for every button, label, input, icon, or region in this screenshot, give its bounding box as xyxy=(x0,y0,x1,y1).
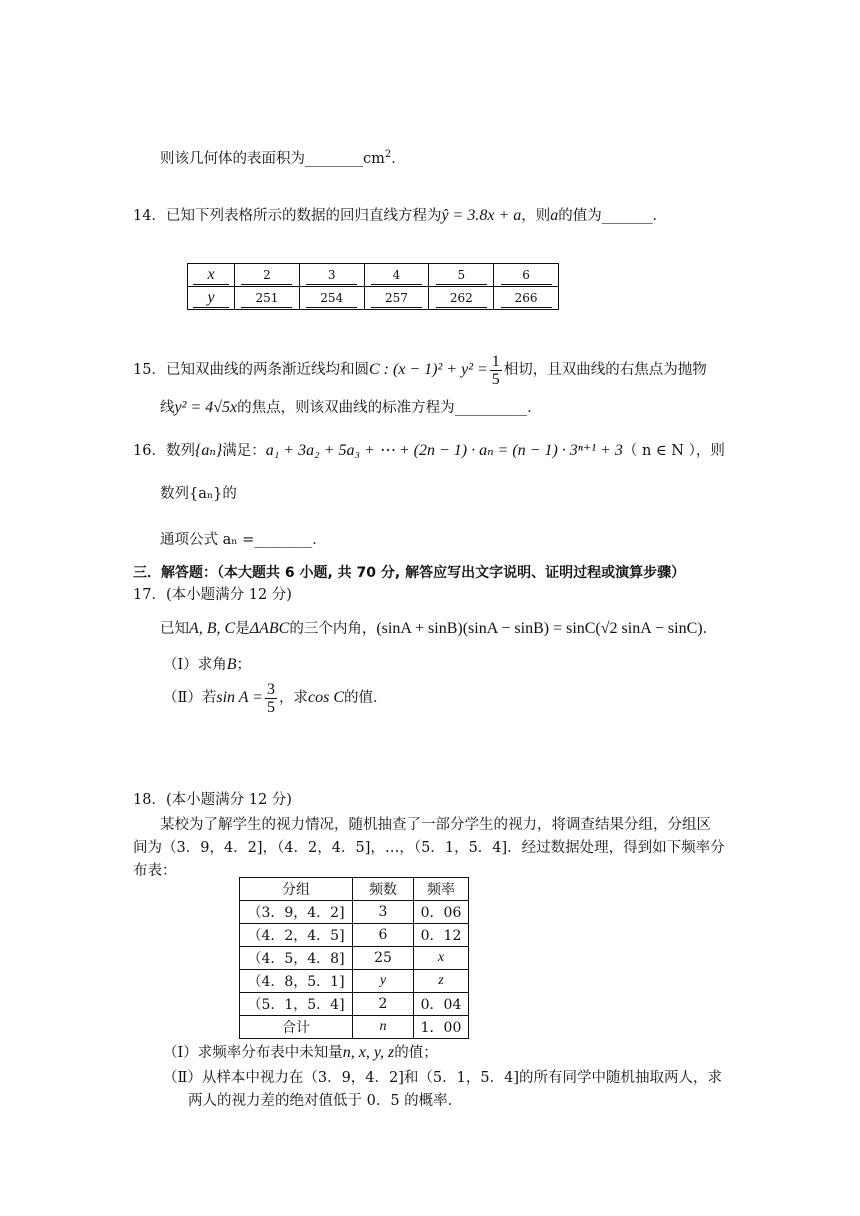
table-row xyxy=(240,924,469,947)
q18-cell: z xyxy=(414,970,469,993)
q14-y-cell: 251 xyxy=(235,287,300,310)
q18-cell: x xyxy=(414,947,469,970)
q16-seq: {aₙ} xyxy=(194,442,223,459)
q17-fraction: $\frac{3}{5}$ xyxy=(267,680,276,716)
q18-part2-line2: 两人的视力差的绝对值低于 0．5 的概率． xyxy=(188,1093,463,1109)
q15-stem xyxy=(133,352,707,388)
q13-tail xyxy=(160,145,406,169)
q17-vars: A, B, C xyxy=(189,620,236,637)
q17-part2 xyxy=(163,680,388,716)
q18-cell: 0．12 xyxy=(414,924,469,947)
q16-number: 16． xyxy=(133,443,166,459)
q14-x-cell: 4 xyxy=(364,264,429,287)
q15-circle: C : (x − 1)² + y² = xyxy=(368,361,488,378)
q15-text-b: 相切，且双曲线的右焦点为抛物 xyxy=(503,362,707,378)
q14-row-y-label: y xyxy=(188,287,235,310)
q17-part1-var: B xyxy=(226,656,237,673)
q18-cell: 3 xyxy=(353,901,414,924)
q16-text-a: 数列 xyxy=(165,443,195,459)
q14-text-c: 的值为_______． xyxy=(558,208,667,224)
table-row xyxy=(240,993,469,1016)
q14-y-cell: 266 xyxy=(494,287,559,310)
q16-text-b: 满足： xyxy=(222,443,266,459)
q13-sup: 2 xyxy=(384,149,392,160)
q16-line2: 数列{aₙ}的 xyxy=(160,486,237,502)
q15-line2-b: 的焦点，则该双曲线的标准方程为__________． xyxy=(237,400,542,416)
q14-number: 14． xyxy=(133,208,166,224)
q16-cond: （ n ∈ N ），则 xyxy=(622,443,725,459)
q17-part2-expr2: cos C xyxy=(308,689,345,706)
q17-part1-end: ； xyxy=(236,657,252,673)
q18-cell: （4．8，5．1] xyxy=(240,970,353,993)
q18-col-group: 分组 xyxy=(240,878,353,901)
table-row xyxy=(240,947,469,970)
q18-cell: （4．5，4．8] xyxy=(240,947,353,970)
q17-stem-b: 是 xyxy=(235,621,250,637)
q14-row-x xyxy=(188,264,559,287)
table-row xyxy=(240,901,469,924)
q18-cell: 2 xyxy=(353,993,414,1016)
q18-para-2: 间为（3．9，4．2]，（4．2，4．5]，…，（5．1，5．4]．经过数据处理，得到如下频率分 xyxy=(133,840,725,856)
q14-var: a xyxy=(550,207,559,224)
q17-stem-c: 的三个内角， xyxy=(289,621,377,637)
q14-row-y xyxy=(188,287,559,310)
q14-x-cell: 3 xyxy=(299,264,364,287)
q15-fraction: $\frac{1}{5}$ xyxy=(491,352,500,388)
q18-table-header xyxy=(240,878,469,901)
q18-cell: （5．1，5．4] xyxy=(240,993,353,1016)
q17-part2-expr: sin A = xyxy=(216,689,264,706)
q17-part1-text: （Ⅰ）求角 xyxy=(163,657,227,673)
q15-parabola: y² = 4√5x xyxy=(174,399,238,416)
q14-formula: ŷ = 3.8x + a xyxy=(441,207,522,224)
q18-part1-vars: n, x, y, z xyxy=(342,1044,395,1061)
q13-text: 则该几何体的表面积为________cm xyxy=(160,150,385,167)
q18-cell: n xyxy=(353,1016,414,1039)
q17-header: 17．(本小题满分 12 分) xyxy=(133,587,292,603)
q14-stem xyxy=(133,206,667,226)
q17-stem xyxy=(160,619,717,639)
q17-equation: (sinA + sinB)(sinA − sinB) = sinC(√2 sinA − sinC) xyxy=(376,620,703,637)
q16-line3: 通项公式 aₙ =________． xyxy=(160,532,327,548)
table-row xyxy=(240,1016,469,1039)
q17-part2-c: 的值． xyxy=(344,690,388,706)
q18-col-freq: 频率 xyxy=(414,878,469,901)
q14-text-b: ，则 xyxy=(521,208,551,224)
q18-cell: 合计 xyxy=(240,1016,353,1039)
q18-header: 18．(本小题满分 12 分) xyxy=(133,792,292,808)
q17-part2-b: ，求 xyxy=(279,690,309,706)
q18-cell: （4．2，4．5] xyxy=(240,924,353,947)
table-row xyxy=(240,970,469,993)
q18-cell: 0．06 xyxy=(414,901,469,924)
q14-x-cell: 6 xyxy=(494,264,559,287)
q13-end: ． xyxy=(391,150,406,167)
q14-row-x-label: x xyxy=(188,264,235,287)
q18-para-1: 某校为了解学生的视力情况，随机抽查了一部分学生的视力，将调查结果分组，分组区 xyxy=(160,817,711,833)
q18-part1-a: （Ⅰ）求频率分布表中未知量 xyxy=(163,1045,343,1061)
q14-y-cell: 254 xyxy=(299,287,364,310)
q17-part1 xyxy=(163,655,251,675)
q18-part2-line1: （Ⅱ）从样本中视力在（3．9，4．2]和（5．1，5．4]的所有同学中随机抽取两人，求 xyxy=(163,1070,722,1086)
q14-y-cell: 262 xyxy=(429,287,494,310)
q18-col-count: 频数 xyxy=(353,878,414,901)
q18-frequency-table xyxy=(239,877,469,1039)
q18-para-3: 布表： xyxy=(133,863,177,879)
q17-stem-a: 已知 xyxy=(160,621,189,637)
q14-x-cell: 2 xyxy=(235,264,300,287)
q17-triangle: ΔABC xyxy=(249,620,290,637)
q14-table xyxy=(187,263,559,310)
q15-text-a: 已知双曲线的两条渐近线均和圆 xyxy=(165,362,369,378)
q18-cell: 25 xyxy=(353,947,414,970)
q17-stem-end: ． xyxy=(702,621,718,637)
q18-part1 xyxy=(163,1043,438,1063)
q18-cell: 1．00 xyxy=(414,1016,469,1039)
q18-cell: （3．9，4．2] xyxy=(240,901,353,924)
q16-formula: a₁ + 3a₂ + 5a₃ + ⋯ + (2n − 1) · aₙ = (n − 1) · 3ⁿ⁺¹ + 3 xyxy=(265,442,623,459)
q17-part2-a: （Ⅱ）若 xyxy=(163,690,217,706)
q14-text-a: 已知下列表格所示的数据的回归直线方程为 xyxy=(165,208,442,224)
q14-x-cell: 5 xyxy=(429,264,494,287)
q18-cell: 0．04 xyxy=(414,993,469,1016)
q15-line2 xyxy=(160,398,542,418)
q15-line2-a: 线 xyxy=(160,400,175,416)
q15-number: 15． xyxy=(133,362,166,378)
q14-y-cell: 257 xyxy=(364,287,429,310)
q18-cell: y xyxy=(353,970,414,993)
q18-part1-b: 的值； xyxy=(394,1045,438,1061)
q16-stem xyxy=(133,441,725,461)
section-3-title: 三．解答题：（本大题共 6 小题, 共 70 分, 解答应写出文字说明、证明过程或演算步骤） xyxy=(133,565,686,581)
q18-cell: 6 xyxy=(353,924,414,947)
